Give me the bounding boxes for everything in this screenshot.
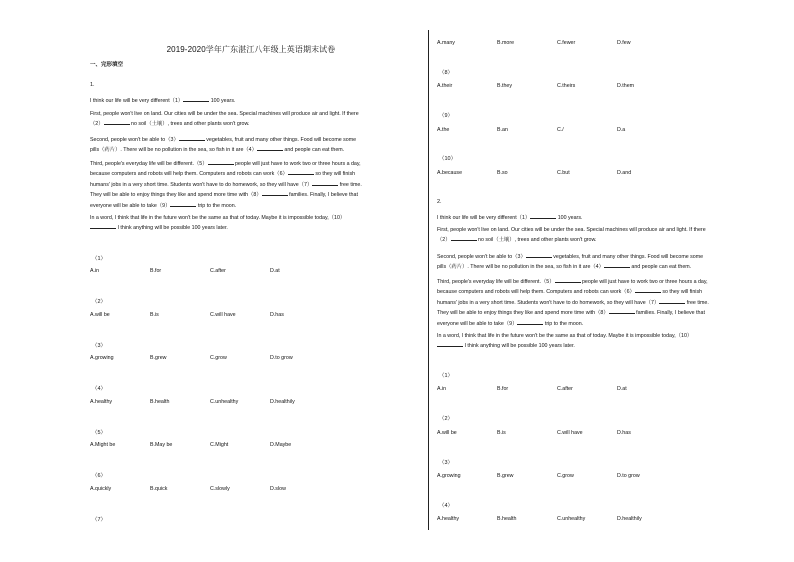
passage-text: trip to the moon. <box>196 202 237 209</box>
answer-blank[interactable] <box>451 234 477 241</box>
question-label: （1） <box>92 256 107 262</box>
answer-blank[interactable] <box>517 318 543 325</box>
passage-text: They will be able to enjoy things they like and spend more time with（8） <box>90 192 262 199</box>
question-label: （9） <box>439 113 454 119</box>
question-label: （4） <box>439 503 454 509</box>
question-label: （1） <box>439 373 454 379</box>
answer-blank[interactable] <box>170 200 196 207</box>
passage-text: families. Finally, I believe that <box>287 192 358 199</box>
option-b[interactable]: B.for <box>497 386 509 392</box>
option-c[interactable]: C.fewer <box>557 40 576 46</box>
passage-line <box>437 276 709 286</box>
passage-text: and people can eat them. <box>629 264 692 271</box>
question-label: （2） <box>439 416 454 422</box>
answer-blank[interactable] <box>609 307 635 314</box>
passage-line: First, people won't live on land. Our cities will be under the sea. Special machines will produce air and light. If there <box>437 227 706 233</box>
passage-text: 100 years. <box>209 98 236 104</box>
option-b[interactable]: B.an <box>497 127 508 133</box>
option-b[interactable]: B.health <box>150 399 170 405</box>
passage-paragraph <box>437 226 706 245</box>
option-b[interactable]: B.so <box>497 170 508 176</box>
passage-line <box>437 340 692 350</box>
answer-blank[interactable] <box>183 95 209 102</box>
question-label: （3） <box>92 343 107 349</box>
option-b[interactable]: B.May be <box>150 442 173 448</box>
passage-text: so they will finish <box>660 289 703 296</box>
page-title: 2019-2020学年广东湛江八年级上英语期末试卷 <box>166 45 336 54</box>
option-b[interactable]: B.they <box>497 83 513 89</box>
passage-line <box>90 134 356 144</box>
passage-text: Second, people won't be able to（3） <box>437 254 526 260</box>
passage-text: everyone will be able to take（9） <box>437 320 518 327</box>
passage-line <box>437 307 709 317</box>
passage-line <box>90 200 362 210</box>
answer-blank[interactable] <box>437 340 463 347</box>
passage-text: humans' jobs in a very short time. Students won't have to do homework, so they will have（7） <box>437 299 660 306</box>
option-a[interactable]: A.healthy <box>437 516 460 522</box>
passage-text: （2） <box>437 237 451 244</box>
option-d[interactable]: D.few <box>617 40 631 46</box>
passage-paragraph <box>90 110 359 129</box>
passage-text: humans' jobs in a very short time. Students won't have to do homework, so they will have（7） <box>90 181 313 188</box>
option-b[interactable]: B.grew <box>497 473 514 479</box>
passage-paragraph <box>437 332 692 351</box>
passage-text: pills（药片）. There will be no pollution in the sea, so fish in it are（4） <box>90 147 257 154</box>
question-label: （2） <box>92 299 107 305</box>
option-a[interactable]: A.because <box>437 170 463 176</box>
answer-blank[interactable] <box>288 168 314 175</box>
passage-text: everyone will be able to take（9） <box>90 202 171 209</box>
option-d[interactable]: D.healthily <box>617 516 642 522</box>
answer-blank[interactable] <box>604 261 630 268</box>
answer-blank[interactable] <box>312 179 338 186</box>
option-b[interactable]: B.is <box>150 312 159 318</box>
passage-text: free time. <box>338 181 362 188</box>
option-a[interactable]: A.Might be <box>90 442 116 448</box>
option-c[interactable]: C.slowly <box>210 486 230 492</box>
option-a[interactable]: A.quickly <box>90 486 112 492</box>
passage-text: They will be able to enjoy things they like and spend more time with（8） <box>437 310 609 317</box>
option-c[interactable]: C.grow <box>557 473 574 479</box>
passage-paragraph <box>90 158 362 210</box>
passage-text: so they will finish <box>313 171 356 178</box>
option-d[interactable]: D.has <box>270 312 284 318</box>
option-a[interactable]: A.the <box>437 127 450 133</box>
answer-blank[interactable] <box>555 276 581 283</box>
passage-line <box>90 168 362 178</box>
option-d[interactable]: D.at <box>270 268 280 274</box>
option-a[interactable]: A.will be <box>90 312 110 318</box>
option-b[interactable]: B.grew <box>150 355 167 361</box>
option-b[interactable]: B.for <box>150 268 162 274</box>
passage-text: （2） <box>90 121 104 128</box>
option-d[interactable]: D.to grow <box>617 473 640 479</box>
passage-paragraph <box>90 95 235 105</box>
passage-line <box>437 261 703 271</box>
passage-text: and people can eat them. <box>282 147 345 154</box>
option-d[interactable]: D.Maybe <box>270 442 292 448</box>
question-number: 2. <box>437 199 442 205</box>
option-d[interactable]: D.them <box>617 83 635 89</box>
option-b[interactable]: B.quick <box>150 486 168 492</box>
answer-blank[interactable] <box>179 134 205 141</box>
answer-blank[interactable] <box>104 118 130 125</box>
passage-paragraph <box>90 134 356 155</box>
passage-text: no soil（土壤）, trees and other plants won't grow. <box>129 121 250 128</box>
question-label: （8） <box>439 70 454 76</box>
option-b[interactable]: B.is <box>497 430 506 436</box>
option-a[interactable]: A.will be <box>437 430 457 436</box>
column-divider <box>428 30 429 530</box>
option-a[interactable]: A.growing <box>437 473 461 479</box>
passage-line: In a word, I think that life in the future won't be the same as that of today. Maybe it is impossible today,（10） <box>437 333 693 339</box>
option-c[interactable]: C.unhealthy <box>210 399 239 405</box>
answer-blank[interactable] <box>208 158 234 165</box>
option-c[interactable]: C.after <box>557 386 573 392</box>
passage-paragraph <box>437 251 703 272</box>
passage-text: Third, people's everyday life will be different.（5） <box>437 279 555 285</box>
option-a[interactable]: A.in <box>90 268 100 274</box>
answer-blank[interactable] <box>526 251 552 258</box>
passage-text: vegetables, fruit and many other things. Food will become some <box>551 254 704 260</box>
question-label: （6） <box>92 473 107 479</box>
option-d[interactable]: D.and <box>617 170 632 176</box>
passage-line <box>437 234 706 244</box>
passage-line <box>437 297 709 307</box>
passage-text: I think anything will be possible 100 years later. <box>463 343 575 350</box>
question-number: 1. <box>90 82 95 88</box>
option-b[interactable]: B.more <box>497 40 515 46</box>
passage-line <box>90 144 356 154</box>
option-d[interactable]: D.healthily <box>270 399 295 405</box>
passage-text: vegetables, fruit and many other things. Food will become some <box>204 137 357 143</box>
passage-line <box>437 212 582 222</box>
option-c[interactable]: C.unhealthy <box>557 516 586 522</box>
option-c[interactable]: C.theirs <box>557 83 576 89</box>
option-b[interactable]: B.health <box>497 516 517 522</box>
passage-text: Third, people's everyday life will be different.（5） <box>90 161 208 167</box>
passage-line <box>90 158 362 168</box>
passage-text: no soil（土壤）, trees and other plants won't grow. <box>476 237 597 244</box>
option-c[interactable]: C.Might <box>210 442 229 448</box>
passage-paragraph <box>90 214 345 233</box>
passage-text: I think our life will be very different（1） <box>437 215 531 221</box>
option-c[interactable]: C./ <box>557 127 564 133</box>
passage-text: people will just have to work two or three hours a day, <box>580 279 708 285</box>
passage-line <box>90 179 362 189</box>
passage-line: In a word, I think that life in the future won't be the same as that of today. Maybe it is impossible today,（10） <box>90 215 346 221</box>
passage-paragraph <box>437 276 709 328</box>
option-d[interactable]: D.a <box>617 127 626 133</box>
question-label: （10） <box>439 156 457 162</box>
passage-text: families. Finally, I believe that <box>634 310 705 317</box>
passage-line <box>437 251 703 261</box>
option-a[interactable]: A.their <box>437 83 453 89</box>
passage-text: because computers and robots will help them. Computers and robots can work（6） <box>437 289 635 296</box>
answer-blank[interactable] <box>262 189 288 196</box>
passage-line <box>90 222 345 232</box>
option-d[interactable]: D.slow <box>270 486 286 492</box>
passage-line <box>437 286 709 296</box>
option-c[interactable]: C.grow <box>210 355 227 361</box>
passage-text: trip to the moon. <box>543 320 584 327</box>
passage-text: free time. <box>685 299 709 306</box>
option-c[interactable]: C.but <box>557 170 570 176</box>
passage-line <box>437 318 709 328</box>
answer-blank[interactable] <box>530 212 556 219</box>
question-label: （5） <box>92 430 107 436</box>
answer-blank[interactable] <box>659 297 685 304</box>
option-a[interactable]: A.growing <box>90 355 114 361</box>
option-a[interactable]: A.healthy <box>90 399 113 405</box>
passage-text: I think anything will be possible 100 years later. <box>116 225 228 232</box>
passage-line <box>90 189 362 199</box>
passage-text: Second, people won't be able to（3） <box>90 137 179 143</box>
passage-text: pills（药片）. There will be no pollution in the sea, so fish in it are（4） <box>437 264 604 271</box>
passage-text: because computers and robots will help them. Computers and robots can work（6） <box>90 171 288 178</box>
passage-line <box>90 118 359 128</box>
option-a[interactable]: A.many <box>437 40 455 46</box>
answer-blank[interactable] <box>90 222 116 229</box>
answer-blank[interactable] <box>635 286 661 293</box>
passage-line: First, people won't live on land. Our cities will be under the sea. Special machines will produce air and light. If there <box>90 111 359 117</box>
option-d[interactable]: D.has <box>617 430 631 436</box>
section-heading: 一、完形填空 <box>90 62 124 68</box>
question-label: （7） <box>92 517 107 523</box>
passage-line <box>90 95 235 105</box>
passage-text: people will just have to work two or three hours a day, <box>233 161 361 167</box>
option-c[interactable]: C.after <box>210 268 226 274</box>
question-label: （4） <box>92 386 107 392</box>
option-c[interactable]: C.will have <box>557 430 583 436</box>
answer-blank[interactable] <box>257 144 283 151</box>
question-label: （3） <box>439 460 454 466</box>
option-c[interactable]: C.will have <box>210 312 236 318</box>
option-d[interactable]: D.at <box>617 386 627 392</box>
passage-paragraph <box>437 212 582 222</box>
passage-text: I think our life will be very different（1） <box>90 98 184 104</box>
option-a[interactable]: A.in <box>437 386 447 392</box>
passage-text: 100 years. <box>556 215 583 221</box>
option-d[interactable]: D.to grow <box>270 355 293 361</box>
